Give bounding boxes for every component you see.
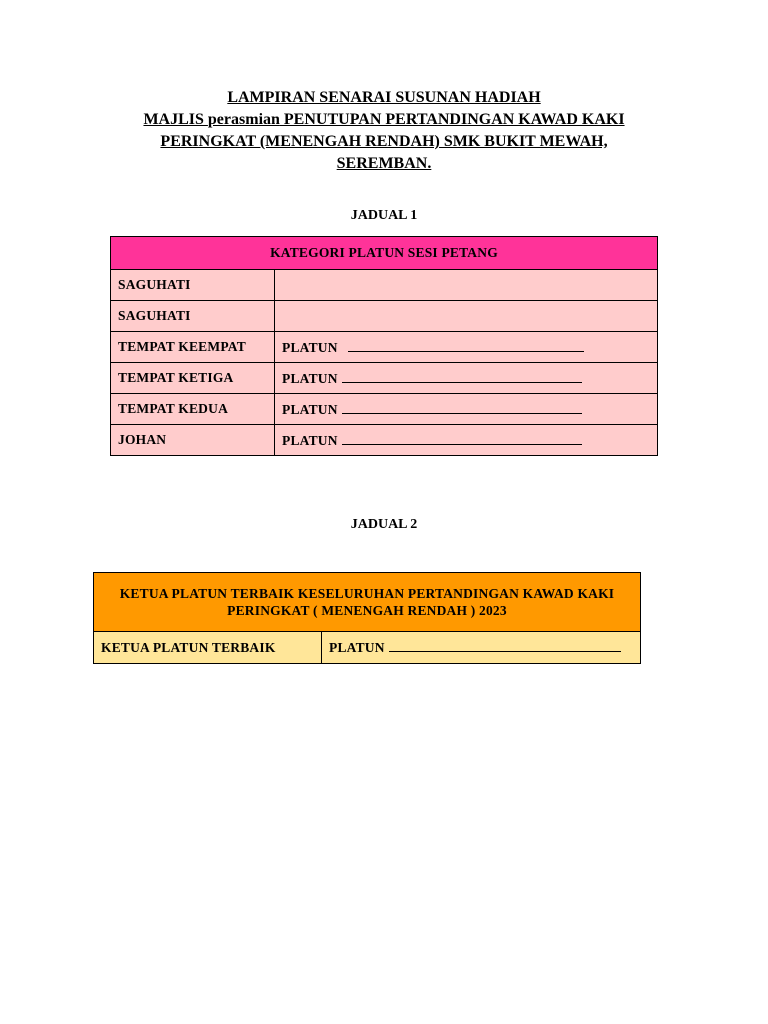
title-line-4: SEREMBAN.: [336, 155, 432, 172]
table2-header-row: [94, 573, 641, 632]
table1-kategori-platun: [110, 236, 658, 456]
table1-header: KATEGORI PLATUN SESI PETANG: [111, 237, 658, 270]
fill-in-blank-line: [342, 432, 582, 445]
table-row: [111, 363, 658, 394]
fill-in-blank-line: [348, 339, 584, 352]
title-line-2-part-1: MAJLIS: [143, 111, 208, 128]
table-row: [111, 270, 658, 301]
title-line-2-part-2: perasmian: [207, 111, 280, 128]
table1-row-value-cell: [275, 425, 658, 456]
table2-row-value-cell: [322, 632, 641, 664]
table-row: [111, 332, 658, 363]
table1-row-value-cell: [275, 363, 658, 394]
table1-caption: JADUAL 1: [350, 208, 418, 223]
table2-ketua-platun: [93, 572, 641, 664]
table-row: [111, 394, 658, 425]
table2-caption: JADUAL 2: [350, 517, 418, 532]
table1-header-row: [111, 237, 658, 270]
table1-row-label: TEMPAT KETIGA: [111, 363, 275, 394]
table1-row-label: SAGUHATI: [111, 270, 275, 301]
table1-row-value-cell: [275, 332, 658, 363]
title-line-2-part-3: PENUTUPAN PERTANDINGAN KAWAD KAKI: [279, 111, 625, 128]
fill-in-blank-line: [389, 639, 621, 652]
table-row: [94, 632, 641, 664]
table1-row-value: [275, 301, 658, 332]
table1-row-label: JOHAN: [111, 425, 275, 456]
title-line-1: LAMPIRAN SENARAI SUSUNAN HADIAH: [227, 89, 541, 106]
table2-row-value: PLATUN: [329, 640, 385, 655]
table1-row-label: TEMPAT KEEMPAT: [111, 332, 275, 363]
fill-in-blank-line: [342, 401, 582, 414]
table1-row-value: PLATUN: [282, 432, 338, 448]
table2-row-label: KETUA PLATUN TERBAIK: [94, 632, 322, 664]
table-row: [111, 301, 658, 332]
table1-row-value: [275, 270, 658, 301]
fill-in-blank-line: [342, 370, 582, 383]
title-line-3: PERINGKAT (MENENGAH RENDAH) SMK BUKIT MEWAH,: [160, 133, 608, 150]
document-title: [0, 87, 768, 175]
table1-row-label: TEMPAT KEDUA: [111, 394, 275, 425]
table1-row-value-cell: [275, 394, 658, 425]
table1-row-label: SAGUHATI: [111, 301, 275, 332]
table1-row-value: PLATUN: [282, 370, 338, 386]
table-row: [111, 425, 658, 456]
title-line-2: [0, 109, 768, 131]
table2-header: KETUA PLATUN TERBAIK KESELURUHAN PERTANDINGAN KAWAD KAKI PERINGKAT ( MENENGAH RENDAH ) 2023: [94, 573, 641, 632]
table1-row-value: PLATUN: [282, 401, 338, 417]
table1-row-value: PLATUN: [282, 339, 338, 355]
